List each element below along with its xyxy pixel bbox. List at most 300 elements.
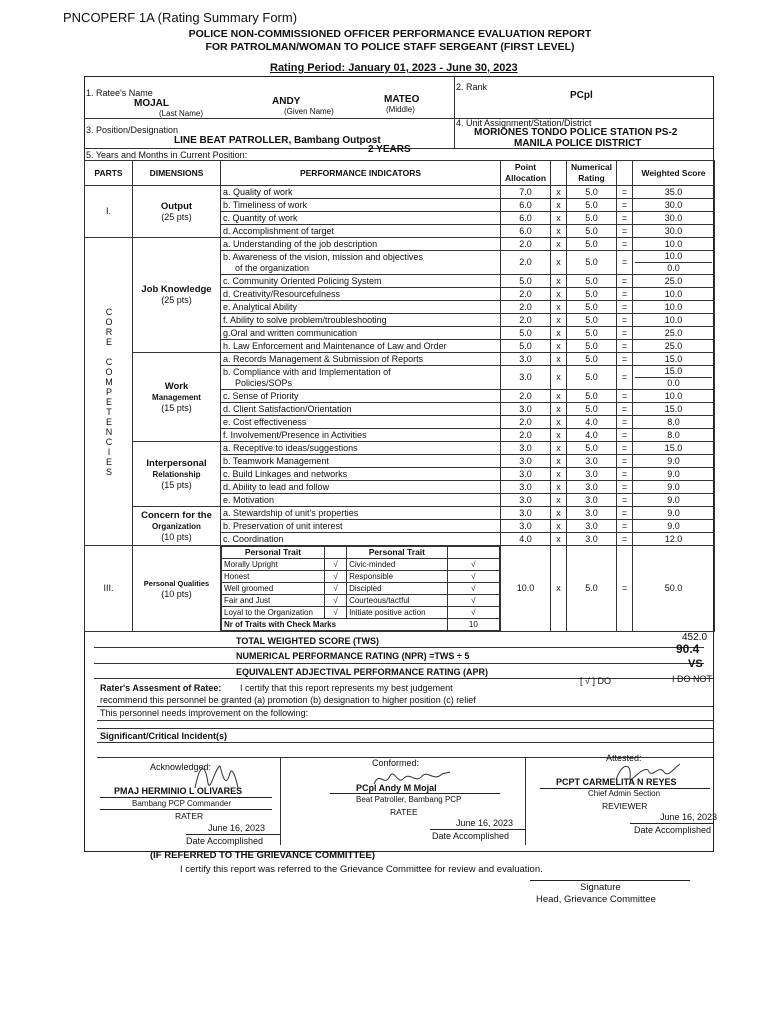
ratee-position: Beat Patroller, Bambang PCP: [356, 795, 462, 804]
numerical-rating: 5.0: [567, 314, 617, 327]
equals-sign: =: [617, 340, 633, 353]
numerical-rating: 5.0: [567, 225, 617, 238]
table-row: [85, 353, 715, 366]
times-sign: x: [551, 212, 567, 225]
equals-sign: =: [617, 288, 633, 301]
ratee-name-box: [84, 76, 455, 119]
core-competencies-label: [85, 238, 133, 546]
equals-sign: =: [617, 275, 633, 288]
equals-sign: =: [617, 225, 633, 238]
point-allocation: 5.0: [501, 327, 551, 340]
npr-label: NUMERICAL PERFORMANCE RATING (NPR) =TWS ÷ 5: [236, 651, 470, 661]
times-sign: x: [551, 301, 567, 314]
trait-name: Honest: [222, 571, 325, 583]
dimension-cell: [133, 507, 221, 546]
trait-check-header: [324, 547, 346, 559]
trait-check-mark: √: [324, 583, 346, 595]
trait-header: Personal Trait: [222, 547, 325, 559]
unit-station: MORIONES TONDO POLICE STATION PS-2: [474, 127, 678, 138]
years-value: 2 YEARS: [368, 144, 411, 155]
ratee-given-name: ANDY: [272, 96, 301, 107]
trait-name: Fair and Just: [222, 595, 325, 607]
numerical-rating: 5.0: [567, 546, 617, 632]
equals-sign: =: [617, 546, 633, 632]
indicator: d. Accomplishment of target: [221, 225, 501, 238]
indicator: c. Quantity of work: [221, 212, 501, 225]
trait-name: Civic-minded: [347, 559, 448, 571]
unit-box: [454, 118, 714, 149]
point-allocation: 2.0: [501, 288, 551, 301]
critical-incidents-label: Significant/Critical Incident(s): [100, 731, 228, 741]
weighted-score-line: 10.0: [664, 251, 683, 261]
apr-value: VS: [688, 658, 703, 670]
weighted-score: 35.0: [633, 186, 715, 199]
rating-rows: [85, 186, 715, 632]
unit-district: MANILA POLICE DISTRICT: [514, 138, 642, 149]
form-subtitle: FOR PATROLMAN/WOMAN TO POLICE STAFF SERGEANT (FIRST LEVEL): [205, 41, 575, 53]
point-allocation: 2.0: [501, 301, 551, 314]
numerical-rating: 5.0: [567, 301, 617, 314]
trait-name: Discipled: [347, 583, 448, 595]
indicator-line: of the organization: [235, 262, 310, 273]
numerical-rating: 5.0: [567, 340, 617, 353]
times-sign: x: [551, 416, 567, 429]
weighted-score: 30.0: [633, 212, 715, 225]
col-weighted: Weighted Score: [633, 161, 715, 186]
indicator: c. Coordination: [221, 533, 501, 546]
weighted-score: 15.0: [633, 442, 715, 455]
weighted-score-line: 0.0: [635, 377, 712, 389]
weighted-score: 25.0: [633, 327, 715, 340]
indicator: e. Cost effectiveness: [221, 416, 501, 429]
times-sign: x: [551, 340, 567, 353]
times-sign: x: [551, 442, 567, 455]
indicator: a. Records Management & Submission of Reports: [221, 353, 501, 366]
equals-sign: =: [617, 327, 633, 340]
ratee-middle-label: (Middle): [386, 105, 415, 114]
ratee-role: RATEE: [390, 807, 418, 817]
table-header-row: [85, 161, 715, 186]
numerical-rating: 5.0: [567, 186, 617, 199]
traits-table: [221, 546, 500, 631]
times-sign: x: [551, 481, 567, 494]
reviewer-date-label: Date Accomplished: [634, 825, 712, 835]
trait-name: Initiate positive action: [347, 607, 448, 619]
equals-sign: =: [617, 494, 633, 507]
rater-name: PMAJ HERMINIO L OLIVARES: [114, 786, 243, 796]
dimension-label: Personal Qualities: [143, 578, 210, 588]
grievance-head-label: Head, Grievance Committee: [536, 894, 656, 905]
times-sign: x: [551, 238, 567, 251]
equals-sign: =: [617, 212, 633, 225]
table-row: [85, 238, 715, 251]
point-allocation: 3.0: [501, 353, 551, 366]
indicator: a. Understanding of the job description: [221, 238, 501, 251]
point-allocation: 4.0: [501, 533, 551, 546]
trait-name: Well groomed: [222, 583, 325, 595]
point-allocation: 2.0: [501, 314, 551, 327]
indicator: a. Quality of work: [221, 186, 501, 199]
equals-sign: =: [617, 416, 633, 429]
indicator-line: b. Compliance with and Implementation of: [223, 366, 391, 377]
weighted-score: 25.0: [633, 340, 715, 353]
years-label: 5. Years and Months in Current Position:: [86, 150, 248, 160]
numerical-rating: 3.0: [567, 481, 617, 494]
dimension-label: Concern for the: [141, 509, 212, 521]
ratee-last-name: MOJAL: [134, 98, 169, 109]
times-sign: x: [551, 494, 567, 507]
trait-check-mark: √: [447, 607, 499, 619]
indicator: [221, 366, 501, 390]
equals-sign: =: [617, 455, 633, 468]
i-do-not-checkbox: I DO NOT: [672, 674, 712, 684]
table-row: [85, 442, 715, 455]
point-allocation: 3.0: [501, 455, 551, 468]
point-allocation: 7.0: [501, 186, 551, 199]
col-dimensions: DIMENSIONS: [133, 161, 221, 186]
trait-name: Responsible: [347, 571, 448, 583]
numerical-rating: 4.0: [567, 429, 617, 442]
weighted-score: 9.0: [633, 507, 715, 520]
weighted-score: 10.0: [633, 288, 715, 301]
dimension-cell: [133, 442, 221, 507]
indicator: b. Teamwork Management: [221, 455, 501, 468]
ratee-name: PCpl Andy M Mojal: [356, 783, 437, 793]
apr-label: EQUIVALENT ADJECTIVAL PERFORMANCE RATING (APR): [236, 667, 489, 677]
times-sign: x: [551, 199, 567, 212]
indicator-line: b. Awareness of the vision, mission and objectives: [223, 251, 423, 262]
indicator: a. Receptive to ideas/suggestions: [221, 442, 501, 455]
traits-cell: [221, 546, 501, 632]
part-number: III.: [85, 546, 133, 632]
weighted-score: 30.0: [633, 199, 715, 212]
weighted-score: 12.0: [633, 533, 715, 546]
point-allocation: 3.0: [501, 442, 551, 455]
tws-label: TOTAL WEIGHTED SCORE (TWS): [236, 636, 379, 646]
form-title: POLICE NON-COMMISSIONED OFFICER PERFORMANCE EVALUATION REPORT: [188, 28, 592, 40]
weighted-score: 30.0: [633, 225, 715, 238]
times-sign: x: [551, 403, 567, 416]
grievance-signature-label: Signature: [580, 882, 621, 893]
times-sign: x: [551, 225, 567, 238]
table-row: [85, 507, 715, 520]
trait-check-mark: √: [324, 595, 346, 607]
dimension-points: (15 pts): [161, 402, 192, 413]
trait-check-mark: √: [447, 583, 499, 595]
weighted-score: 25.0: [633, 275, 715, 288]
equals-sign: =: [617, 199, 633, 212]
weighted-score: [633, 366, 715, 390]
times-sign: x: [551, 390, 567, 403]
dimension-label: Job Knowledge: [141, 284, 212, 295]
weighted-score: 10.0: [633, 314, 715, 327]
indicator: b. Timeliness of work: [221, 199, 501, 212]
trait-name: Morally Upright: [222, 559, 325, 571]
col-numerical: Numerical Rating: [567, 161, 617, 186]
indicator: g.Oral and written communication: [221, 327, 501, 340]
col-point: Point Allocation: [501, 161, 551, 186]
dimension-cell: [133, 186, 221, 238]
numerical-rating: 3.0: [567, 533, 617, 546]
dimension-cell: [133, 353, 221, 442]
assessment-label: Rater's Assesment of Ratee:: [100, 683, 222, 693]
equals-sign: =: [617, 238, 633, 251]
numerical-rating: 5.0: [567, 251, 617, 275]
equals-sign: =: [617, 520, 633, 533]
numerical-rating: 3.0: [567, 520, 617, 533]
core-competencies-text: CORE COMPETENCIES: [104, 306, 114, 477]
times-sign: x: [551, 546, 567, 632]
traits-count-label: Nr of Traits with Check Marks: [222, 619, 448, 631]
i-do-checkbox: [ √ ] DO: [580, 676, 611, 686]
weighted-score: 15.0: [633, 353, 715, 366]
indicator-line: Policies/SOPs: [235, 377, 293, 388]
point-allocation: 5.0: [501, 340, 551, 353]
conformed-label: Conformed:: [372, 758, 420, 768]
ratee-name-label: 1. Ratee's Name: [86, 88, 153, 98]
table-row: [85, 186, 715, 199]
ratee-middle-name: MATEO: [384, 94, 420, 105]
indicator: [221, 251, 501, 275]
numerical-rating: 4.0: [567, 416, 617, 429]
point-allocation: 2.0: [501, 390, 551, 403]
trait-name: Loyal to the Organization: [222, 607, 325, 619]
numerical-rating: 3.0: [567, 468, 617, 481]
trait-check-header: [447, 547, 499, 559]
numerical-rating: 5.0: [567, 442, 617, 455]
trait-check-mark: √: [324, 571, 346, 583]
numerical-rating: 5.0: [567, 238, 617, 251]
numerical-rating: 5.0: [567, 390, 617, 403]
npr-value: 90.4: [676, 642, 700, 656]
dimension-points: (10 pts): [161, 588, 192, 599]
point-allocation: 3.0: [501, 403, 551, 416]
numerical-rating: 5.0: [567, 199, 617, 212]
dimension-points: (25 pts): [161, 211, 192, 222]
trait-check-mark: √: [324, 559, 346, 571]
indicator: d. Ability to lead and follow: [221, 481, 501, 494]
weighted-score: 9.0: [633, 494, 715, 507]
equals-sign: =: [617, 481, 633, 494]
rating-period: Rating Period: January 01, 2023 - June 30, 2023: [270, 62, 518, 74]
dimension-points: (25 pts): [161, 295, 192, 305]
times-sign: x: [551, 353, 567, 366]
point-allocation: 10.0: [501, 546, 551, 632]
equals-sign: =: [617, 468, 633, 481]
equals-sign: =: [617, 390, 633, 403]
weighted-score-line: 0.0: [635, 262, 712, 274]
times-sign: x: [551, 468, 567, 481]
trait-row: [222, 595, 500, 607]
rating-table: [84, 160, 715, 632]
reviewer-date: June 16, 2023: [660, 812, 718, 822]
indicator: f. Ability to solve problem/troubleshooting: [221, 314, 501, 327]
numerical-rating: 5.0: [567, 353, 617, 366]
weighted-score: 9.0: [633, 455, 715, 468]
trait-row: [222, 607, 500, 619]
trait-header: Personal Trait: [347, 547, 448, 559]
numerical-rating: 5.0: [567, 403, 617, 416]
weighted-score: 9.0: [633, 481, 715, 494]
rank-value: PCpl: [570, 90, 593, 101]
times-sign: x: [551, 455, 567, 468]
dimension-points: (15 pts): [161, 479, 192, 490]
assessment-text2: recommend this personnel be granted (a) promotion (b) designation to higher position (c) relief: [100, 695, 476, 705]
trait-row: [222, 583, 500, 595]
weighted-score-line: 15.0: [664, 366, 683, 376]
rater-date: June 16, 2023: [208, 823, 266, 833]
numerical-rating: 5.0: [567, 275, 617, 288]
times-sign: x: [551, 520, 567, 533]
weighted-score: 15.0: [633, 403, 715, 416]
col-parts: PARTS: [85, 161, 133, 186]
dimension-label: Interpersonal: [146, 457, 207, 469]
equals-sign: =: [617, 353, 633, 366]
point-allocation: 3.0: [501, 366, 551, 390]
point-allocation: 3.0: [501, 507, 551, 520]
times-sign: x: [551, 275, 567, 288]
dimension-label: Organization: [152, 521, 201, 531]
weighted-score: 10.0: [633, 238, 715, 251]
indicator: d. Creativity/Resourcefulness: [221, 288, 501, 301]
grievance-text: I certify this report was referred to the Grievance Committee for review and evaluation.: [180, 864, 543, 875]
weighted-score: 8.0: [633, 416, 715, 429]
trait-check-mark: √: [447, 595, 499, 607]
point-allocation: 3.0: [501, 494, 551, 507]
col-indicators: PERFORMANCE INDICATORS: [221, 161, 501, 186]
position-value: LINE BEAT PATROLLER, Bambang Outpost: [174, 135, 381, 146]
ratee-last-label: (Last Name): [159, 109, 204, 118]
form-code: PNCOPERF 1A (Rating Summary Form): [63, 10, 298, 25]
indicator: e. Motivation: [221, 494, 501, 507]
weighted-score: 10.0: [633, 390, 715, 403]
equals-sign: =: [617, 507, 633, 520]
rater-role: RATER: [175, 811, 204, 821]
equals-sign: =: [617, 186, 633, 199]
reviewer-name: PCPT CARMELITA N REYES: [556, 777, 677, 787]
weighted-score: 10.0: [633, 301, 715, 314]
dimension-label: Work: [164, 380, 189, 392]
times-sign: x: [551, 327, 567, 340]
numerical-rating: 3.0: [567, 455, 617, 468]
point-allocation: 5.0: [501, 275, 551, 288]
equals-sign: =: [617, 429, 633, 442]
rater-position: Bambang PCP Commander: [132, 799, 232, 808]
trait-check-mark: √: [447, 559, 499, 571]
indicator: f. Involvement/Presence in Activities: [221, 429, 501, 442]
trait-row: [222, 559, 500, 571]
acknowledged-label: Acknowledged:: [150, 762, 212, 772]
improvement-label: This personnel needs improvement on the following:: [100, 708, 309, 718]
ratee-given-label: (Given Name): [284, 107, 334, 116]
rank-label: 2. Rank: [456, 82, 488, 92]
point-allocation: 2.0: [501, 429, 551, 442]
numerical-rating: 5.0: [567, 212, 617, 225]
dimension-points: (10 pts): [161, 531, 192, 542]
point-allocation: 6.0: [501, 212, 551, 225]
unit-label: 4. Unit Assignment/Station/District: [456, 118, 592, 128]
weighted-score: 50.0: [633, 546, 715, 632]
rank-box: [454, 76, 714, 119]
weighted-score: 8.0: [633, 429, 715, 442]
numerical-rating: 5.0: [567, 327, 617, 340]
grievance-title: (IF REFERRED TO THE GRIEVANCE COMMITTEE): [150, 850, 376, 861]
attested-label: Attested:: [606, 753, 642, 763]
indicator: c. Sense of Priority: [221, 390, 501, 403]
dimension-label: Management: [152, 392, 201, 402]
tws-value: 452.0: [682, 632, 708, 643]
equals-sign: =: [617, 314, 633, 327]
ratee-date: June 16, 2023: [456, 818, 514, 828]
times-sign: x: [551, 314, 567, 327]
trait-check-mark: √: [447, 571, 499, 583]
ratee-date-label: Date Accomplished: [432, 831, 510, 841]
times-sign: x: [551, 288, 567, 301]
indicator: b. Preservation of unit interest: [221, 520, 501, 533]
trait-check-mark: √: [324, 607, 346, 619]
equals-sign: =: [617, 442, 633, 455]
part-number: I.: [85, 186, 133, 238]
rater-date-label: Date Accomplished: [186, 836, 264, 846]
dimension-label: Output: [160, 200, 193, 212]
reviewer-position: Chief Admin Section: [588, 789, 661, 798]
weighted-score: 9.0: [633, 520, 715, 533]
dimension-cell: [133, 546, 221, 632]
position-label: 3. Position/Designation: [86, 125, 179, 135]
assessment-text: I certify that this report represents my best judgement: [240, 683, 453, 693]
numerical-rating: 3.0: [567, 494, 617, 507]
indicator: h. Law Enforcement and Maintenance of Law and Order: [221, 340, 501, 353]
point-allocation: 3.0: [501, 481, 551, 494]
point-allocation: 3.0: [501, 520, 551, 533]
times-sign: x: [551, 186, 567, 199]
equals-sign: =: [617, 533, 633, 546]
point-allocation: 6.0: [501, 225, 551, 238]
indicator: d. Client Satisfaction/Orientation: [221, 403, 501, 416]
times-sign: x: [551, 507, 567, 520]
indicator: a. Stewardship of unit's properties: [221, 507, 501, 520]
equals-sign: =: [617, 301, 633, 314]
times-sign: x: [551, 533, 567, 546]
point-allocation: 2.0: [501, 251, 551, 275]
point-allocation: 6.0: [501, 199, 551, 212]
weighted-score: 9.0: [633, 468, 715, 481]
traits-count: 10: [447, 619, 499, 631]
dimension-label: Relationship: [152, 469, 201, 479]
reviewer-role: REVIEWER: [602, 801, 648, 811]
equals-sign: =: [617, 403, 633, 416]
point-allocation: 3.0: [501, 468, 551, 481]
indicator: c. Community Oriented Policing System: [221, 275, 501, 288]
indicator: c. Build Linkages and networks: [221, 468, 501, 481]
point-allocation: 2.0: [501, 238, 551, 251]
numerical-rating: 5.0: [567, 366, 617, 390]
equals-sign: =: [617, 251, 633, 275]
times-sign: x: [551, 366, 567, 390]
numerical-rating: 3.0: [567, 507, 617, 520]
personal-qualities-row: [85, 546, 715, 632]
trait-row: [222, 571, 500, 583]
weighted-score: [633, 251, 715, 275]
times-sign: x: [551, 251, 567, 275]
dimension-cell: [133, 238, 221, 353]
point-allocation: 2.0: [501, 416, 551, 429]
indicator: e. Analytical Ability: [221, 301, 501, 314]
numerical-rating: 5.0: [567, 288, 617, 301]
times-sign: x: [551, 429, 567, 442]
equals-sign: =: [617, 366, 633, 390]
trait-name: Courteous/tactful: [347, 595, 448, 607]
